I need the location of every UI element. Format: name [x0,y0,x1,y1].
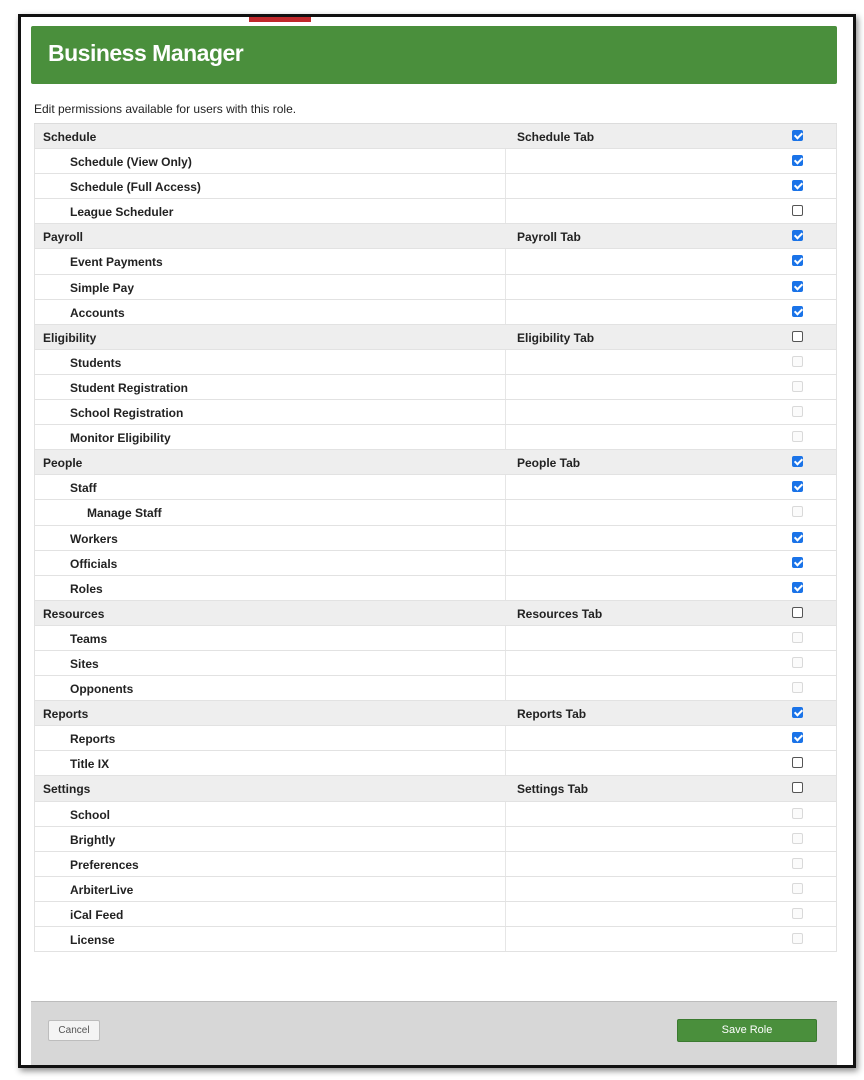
permission-row [34,526,837,551]
footer-bar [31,1001,837,1068]
role-title: Business Manager [48,40,244,66]
permission-row [34,249,837,274]
permission-checkbox[interactable] [792,582,803,593]
permission-row [34,300,837,325]
permission-checkbox[interactable] [792,607,803,618]
permission-label: Simple Pay [70,280,135,295]
permission-row [34,174,837,199]
permission-checkbox [792,632,803,643]
permission-label: Opponents [70,682,134,697]
role-editor-window [18,14,856,1068]
permission-row [34,576,837,601]
permission-label: Sites [70,656,99,671]
permission-label: Schedule (View Only) [70,155,192,170]
permission-label: Student Registration [70,380,189,395]
permission-row [34,852,837,877]
permission-label: Monitor Eligibility [70,431,171,446]
permission-label: iCal Feed [70,907,124,922]
permission-checkbox [792,657,803,668]
permission-label: Roles [70,581,103,596]
permission-row [34,551,837,576]
permission-row [34,275,837,300]
permission-checkbox[interactable] [792,707,803,718]
tab-column-cell [505,350,836,374]
permission-row [34,199,837,224]
permission-label: Manage Staff [87,506,162,521]
tab-column-cell [505,751,836,775]
tab-column-cell [505,174,836,198]
permission-label: Reports [43,707,89,722]
permission-group-row [34,124,837,149]
active-tab-indicator [249,17,311,22]
permission-checkbox[interactable] [792,306,803,317]
tab-column-cell [505,827,836,851]
permission-row [34,802,837,827]
permission-checkbox[interactable] [792,180,803,191]
permission-label: Resources [43,606,105,621]
permission-row [34,375,837,400]
permission-row [34,626,837,651]
permission-label: ArbiterLive [70,882,134,897]
permission-row [34,350,837,375]
permission-group-row [34,701,837,726]
tab-column-cell [505,400,836,424]
permission-tab-label: Settings Tab [517,782,589,797]
permission-tab-label: Schedule Tab [517,130,595,144]
cancel-button[interactable]: Cancel [48,1020,100,1041]
permission-group-row [34,450,837,475]
permission-checkbox [792,506,803,517]
permission-checkbox [792,833,803,844]
permission-row [34,902,837,927]
tab-column-cell [505,149,836,173]
permission-label: Eligibility [43,330,97,345]
permission-group-row [34,224,837,249]
permission-checkbox[interactable] [792,331,803,342]
permission-checkbox[interactable] [792,255,803,266]
save-role-button[interactable]: Save Role [677,1019,817,1042]
permission-row [34,400,837,425]
tab-column-cell [505,626,836,650]
permission-label: Students [70,355,122,370]
tab-column-cell [505,526,836,550]
tab-column-cell [505,726,836,750]
permission-checkbox [792,682,803,693]
tab-column-cell [505,676,836,700]
permission-row [34,827,837,852]
permission-label: Schedule [43,130,97,144]
tab-column-cell [505,877,836,901]
permission-checkbox[interactable] [792,481,803,492]
tab-column-cell [505,651,836,675]
tab-column-cell [505,802,836,826]
tab-column-cell [505,576,836,600]
permission-checkbox [792,883,803,894]
tab-column-cell [505,300,836,324]
permission-tab-label: People Tab [517,456,581,471]
tab-column-cell [505,375,836,399]
permission-label: Brightly [70,832,116,847]
tab-column-cell [505,852,836,876]
permission-label: Workers [70,531,118,546]
permission-row [34,751,837,776]
permission-checkbox [792,908,803,919]
tab-column-cell [505,475,836,499]
permission-checkbox[interactable] [792,732,803,743]
permission-group-row [34,601,837,626]
permission-checkbox [792,381,803,392]
permission-label: Accounts [70,305,125,320]
permission-checkbox[interactable] [792,757,803,768]
permission-label: Schedule (Full Access) [70,180,201,195]
permission-row [34,726,837,751]
permission-label: License [70,933,115,947]
tab-column-cell [505,500,836,524]
permission-checkbox[interactable] [792,782,803,793]
permission-checkbox[interactable] [792,205,803,216]
permission-tab-label: Eligibility Tab [517,330,595,345]
permission-checkbox [792,356,803,367]
permissions-table [34,123,837,952]
permission-label: League Scheduler [70,205,174,220]
permission-label: Settings [43,782,91,797]
permission-row [34,927,837,952]
permission-row [34,475,837,500]
permission-tab-label: Payroll Tab [517,230,581,245]
permission-checkbox[interactable] [792,155,803,166]
permission-label: Staff [70,481,97,496]
permission-group-row [34,325,837,350]
tab-column-cell [505,275,836,299]
permission-checkbox [792,406,803,417]
permission-checkbox[interactable] [792,230,803,241]
tab-column-cell [505,551,836,575]
permission-row [34,676,837,701]
permission-label: Payroll [43,230,84,245]
permission-checkbox[interactable] [792,281,803,292]
permission-label: Reports [70,732,116,747]
permission-label: Title IX [70,757,110,772]
permission-row [34,500,837,525]
tab-column-cell [505,927,836,951]
permissions-description: Edit permissions available for users with this role. [34,102,297,116]
permission-row [34,425,837,450]
tab-column-cell [505,199,836,223]
permission-row [34,877,837,902]
permission-tab-label: Reports Tab [517,707,587,722]
permission-tab-label: Resources Tab [517,606,603,621]
permission-checkbox[interactable] [792,130,803,141]
role-header [31,26,837,84]
permission-label: School Registration [70,406,184,421]
permission-checkbox [792,431,803,442]
permission-group-row [34,776,837,801]
permission-checkbox [792,933,803,944]
tab-column-cell [505,249,836,273]
tab-column-cell [505,425,836,449]
permission-label: People [43,456,83,471]
permission-checkbox [792,858,803,869]
permission-checkbox[interactable] [792,456,803,467]
permission-label: Preferences [70,857,139,872]
permission-checkbox[interactable] [792,532,803,543]
permission-label: Teams [70,631,108,646]
permission-label: School [70,807,111,822]
tab-column-cell [505,902,836,926]
permission-checkbox[interactable] [792,557,803,568]
permission-row [34,149,837,174]
permission-row [34,651,837,676]
permission-checkbox [792,808,803,819]
permission-label: Officials [70,556,118,571]
permission-label: Event Payments [70,255,163,270]
